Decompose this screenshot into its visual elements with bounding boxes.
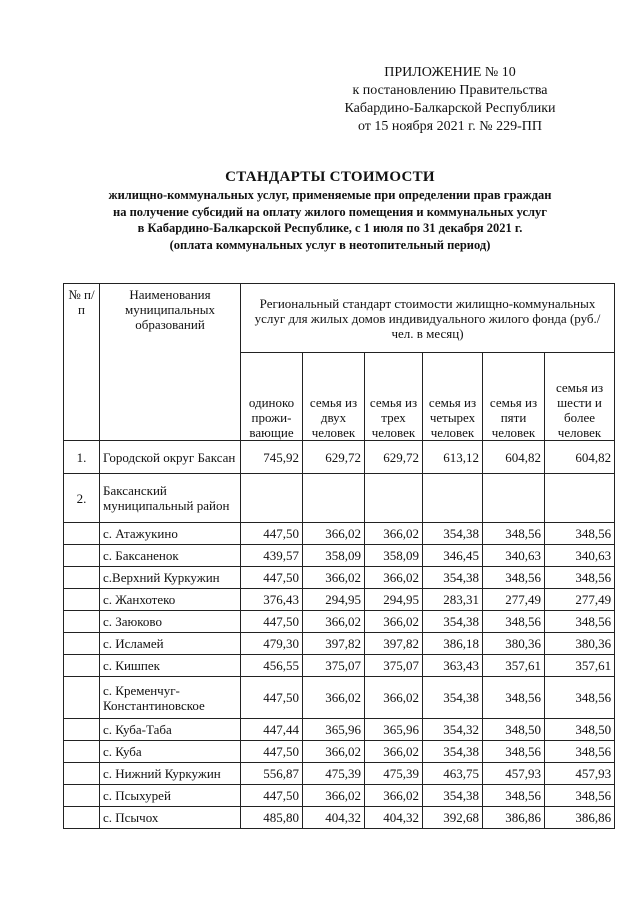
municipality-name: с. Псычох [100, 807, 241, 829]
table-row [64, 567, 615, 589]
cost-value: 447,50 [241, 523, 303, 545]
header-col-six: семья из шести и более человек [545, 353, 615, 441]
municipality-name: с. Куба [100, 741, 241, 763]
cost-value: 447,50 [241, 741, 303, 763]
cost-value: 348,56 [483, 611, 545, 633]
row-number [64, 589, 100, 611]
cost-value: 277,49 [545, 589, 615, 611]
cost-value: 386,86 [483, 807, 545, 829]
appendix-date-line: от 15 ноября 2021 г. № 229-ПП [357, 119, 543, 134]
standards-table [63, 283, 615, 829]
cost-value: 340,63 [545, 545, 615, 567]
cost-value: 447,50 [241, 611, 303, 633]
row-number [64, 545, 100, 567]
row-number: 2. [64, 474, 100, 523]
cost-value: 354,38 [423, 611, 483, 633]
cost-value: 348,56 [483, 523, 545, 545]
cost-value: 366,02 [303, 785, 365, 807]
table-row [64, 611, 615, 633]
cost-value: 457,93 [483, 763, 545, 785]
row-number [64, 655, 100, 677]
table-row [64, 677, 615, 719]
cost-value: 380,36 [545, 633, 615, 655]
cost-value [423, 474, 483, 523]
row-number [64, 611, 100, 633]
cost-value: 348,56 [545, 741, 615, 763]
row-number [64, 719, 100, 741]
municipality-name: с. Кишпек [100, 655, 241, 677]
municipality-name: с. Заюково [100, 611, 241, 633]
cost-value [545, 474, 615, 523]
cost-value [483, 474, 545, 523]
municipality-name: с. Кременчуг-Константиновское [100, 677, 241, 719]
cost-value: 366,02 [303, 611, 365, 633]
header-col-three: семья из трех человек [365, 353, 423, 441]
appendix-header [300, 64, 600, 136]
cost-value: 475,39 [365, 763, 423, 785]
table-row [64, 763, 615, 785]
cost-value: 613,12 [423, 441, 483, 474]
title-line: в Кабардино-Балкарской Республике, с 1 июля по 31 декабря 2021 г. [137, 221, 523, 235]
cost-value: 348,56 [545, 523, 615, 545]
municipality-name: Городской округ Баксан [100, 441, 241, 474]
cost-value: 629,72 [365, 441, 423, 474]
cost-value: 357,61 [483, 655, 545, 677]
appendix-ref-line: Кабардино-Балкарской Республики [344, 101, 556, 116]
municipality-name: с. Жанхотеко [100, 589, 241, 611]
cost-value: 357,61 [545, 655, 615, 677]
municipality-name: с. Атажукино [100, 523, 241, 545]
cost-value [365, 474, 423, 523]
header-col-two: семья из двух человек [303, 353, 365, 441]
cost-value: 447,50 [241, 677, 303, 719]
municipality-name: с. Баксаненок [100, 545, 241, 567]
table-row [64, 633, 615, 655]
cost-value [303, 474, 365, 523]
header-regional-standard: Региональный стандарт стоимости жилищно-коммунальных услуг для жилых домов индивидуального жилого фонда (руб./чел. в месяц) [241, 284, 615, 353]
table-row [64, 741, 615, 763]
cost-value: 457,93 [545, 763, 615, 785]
row-number: 1. [64, 441, 100, 474]
cost-value: 354,38 [423, 741, 483, 763]
cost-value: 348,56 [545, 785, 615, 807]
row-number [64, 677, 100, 719]
cost-value: 348,50 [545, 719, 615, 741]
title-line: на получение субсидий на оплату жилого помещения и коммунальных услуг [113, 204, 547, 219]
cost-value: 366,02 [365, 785, 423, 807]
table-row [64, 807, 615, 829]
cost-value: 556,87 [241, 763, 303, 785]
appendix-number: ПРИЛОЖЕНИЕ № 10 [384, 65, 516, 80]
cost-value: 294,95 [365, 589, 423, 611]
cost-value: 366,02 [365, 741, 423, 763]
row-number [64, 785, 100, 807]
cost-value: 375,07 [365, 655, 423, 677]
municipality-name: с. Псыхурей [100, 785, 241, 807]
cost-value: 294,95 [303, 589, 365, 611]
cost-value: 366,02 [365, 677, 423, 719]
cost-value: 348,56 [545, 677, 615, 719]
cost-value: 366,02 [303, 741, 365, 763]
cost-value [241, 474, 303, 523]
title-line: (оплата коммунальных услуг в неотопительный период) [169, 237, 491, 252]
row-number [64, 633, 100, 655]
header-name: Наименования муниципальных образований [100, 284, 241, 441]
header-num: № п/п [64, 284, 100, 441]
row-number [64, 807, 100, 829]
cost-value: 375,07 [303, 655, 365, 677]
municipality-name: с. Исламей [100, 633, 241, 655]
cost-value: 348,56 [483, 741, 545, 763]
cost-value: 354,38 [423, 523, 483, 545]
table-row [64, 523, 615, 545]
cost-value: 354,38 [423, 785, 483, 807]
table-row [64, 589, 615, 611]
cost-value: 348,56 [545, 611, 615, 633]
cost-value: 277,49 [483, 589, 545, 611]
cost-value: 397,82 [365, 633, 423, 655]
cost-value: 386,86 [545, 807, 615, 829]
cost-value: 366,02 [303, 523, 365, 545]
cost-value: 363,43 [423, 655, 483, 677]
cost-value: 358,09 [303, 545, 365, 567]
cost-value: 404,32 [303, 807, 365, 829]
header-col-five: семья из пяти человек [483, 353, 545, 441]
table-row [64, 441, 615, 474]
header-col-four: семья из четырех человек [423, 353, 483, 441]
cost-value: 348,56 [483, 677, 545, 719]
municipality-name: с. Куба-Таба [100, 719, 241, 741]
cost-value: 346,45 [423, 545, 483, 567]
cost-value: 456,55 [241, 655, 303, 677]
appendix-ref-line: к постановлению Правительства [352, 83, 548, 98]
table-row [64, 474, 615, 523]
cost-value: 366,02 [365, 523, 423, 545]
cost-value: 348,50 [483, 719, 545, 741]
cost-value: 629,72 [303, 441, 365, 474]
cost-value: 348,56 [545, 567, 615, 589]
cost-value: 404,32 [365, 807, 423, 829]
cost-value: 348,56 [483, 567, 545, 589]
cost-value: 447,50 [241, 567, 303, 589]
document-title [40, 168, 620, 253]
cost-value: 366,02 [365, 567, 423, 589]
table-row [64, 719, 615, 741]
cost-value: 366,02 [303, 677, 365, 719]
cost-value: 745,92 [241, 441, 303, 474]
cost-value: 475,39 [303, 763, 365, 785]
cost-value: 386,18 [423, 633, 483, 655]
municipality-name: с. Нижний Куркужин [100, 763, 241, 785]
cost-value: 463,75 [423, 763, 483, 785]
cost-value: 604,82 [483, 441, 545, 474]
table-row [64, 785, 615, 807]
cost-value: 340,63 [483, 545, 545, 567]
cost-value: 283,31 [423, 589, 483, 611]
cost-value: 397,82 [303, 633, 365, 655]
cost-value: 366,02 [365, 611, 423, 633]
cost-value: 439,57 [241, 545, 303, 567]
municipality-name: Баксанский муниципальный район [100, 474, 241, 523]
cost-value: 358,09 [365, 545, 423, 567]
cost-value: 365,96 [365, 719, 423, 741]
table-row [64, 545, 615, 567]
cost-value: 392,68 [423, 807, 483, 829]
cost-value: 485,80 [241, 807, 303, 829]
cost-value: 348,56 [483, 785, 545, 807]
cost-value: 479,30 [241, 633, 303, 655]
title-main: СТАНДАРТЫ СТОИМОСТИ [225, 169, 435, 185]
cost-value: 380,36 [483, 633, 545, 655]
title-line: жилищно-коммунальных услуг, применяемые при определении прав граждан [108, 188, 552, 202]
cost-value: 354,38 [423, 567, 483, 589]
cost-value: 447,44 [241, 719, 303, 741]
cost-value: 447,50 [241, 785, 303, 807]
header-col-single: одиноко прожи-вающие [241, 353, 303, 441]
cost-value: 366,02 [303, 567, 365, 589]
cost-value: 376,43 [241, 589, 303, 611]
cost-value: 354,32 [423, 719, 483, 741]
cost-value: 604,82 [545, 441, 615, 474]
municipality-name: с.Верхний Куркужин [100, 567, 241, 589]
row-number [64, 567, 100, 589]
row-number [64, 523, 100, 545]
cost-value: 354,38 [423, 677, 483, 719]
row-number [64, 763, 100, 785]
cost-value: 365,96 [303, 719, 365, 741]
row-number [64, 741, 100, 763]
table-row [64, 655, 615, 677]
